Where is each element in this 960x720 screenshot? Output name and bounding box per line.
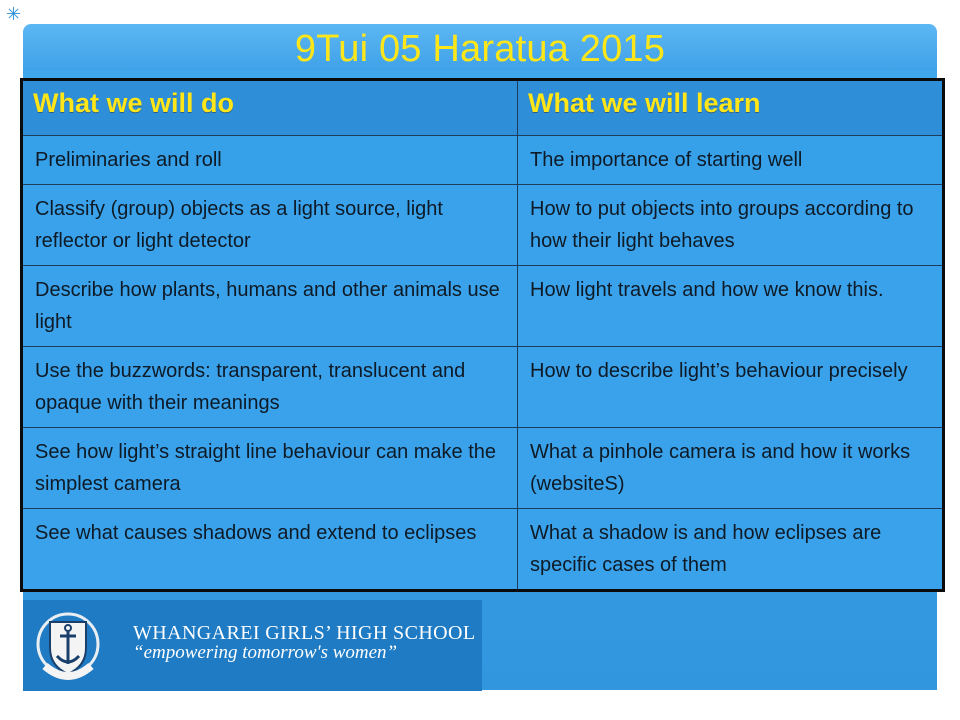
do-cell: See how light’s straight line behaviour can make the simplest camera <box>22 428 518 509</box>
table-row <box>22 347 944 428</box>
lesson-plan-table <box>20 78 945 592</box>
table-row <box>22 266 944 347</box>
school-name: WHANGAREI GIRLS’ HIGH SCHOOL <box>133 622 476 644</box>
learn-cell: How light travels and how we know this. <box>518 266 944 347</box>
learn-cell: What a shadow is and how eclipses are specific cases of them <box>518 509 944 591</box>
header-what-we-will-learn: What we will learn <box>518 80 944 136</box>
learn-cell: What a pinhole camera is and how it works (websiteS) <box>518 428 944 509</box>
learn-cell: How to describe light’s behaviour precisely <box>518 347 944 428</box>
table-row <box>22 185 944 266</box>
do-cell: Describe how plants, humans and other animals use light <box>22 266 518 347</box>
header-what-we-will-do: What we will do <box>22 80 518 136</box>
learn-cell: The importance of starting well <box>518 136 944 185</box>
table-header-row <box>22 80 944 136</box>
do-cell: Use the buzzwords: transparent, translucent and opaque with their meanings <box>22 347 518 428</box>
school-logo-banner <box>23 600 482 691</box>
school-motto: “empowering tomorrow's women” <box>133 642 398 663</box>
learn-cell: How to put objects into groups according to how their light behaves <box>518 185 944 266</box>
slide-bullet-icon: ✳ <box>6 4 22 24</box>
table-row <box>22 509 944 591</box>
slide-title: 9Tui 05 Haratua 2015 <box>294 28 666 70</box>
school-crest-icon <box>35 606 101 686</box>
do-cell: Preliminaries and roll <box>22 136 518 185</box>
table-row <box>22 428 944 509</box>
table-row <box>22 136 944 185</box>
do-cell: See what causes shadows and extend to eclipses <box>22 509 518 591</box>
do-cell: Classify (group) objects as a light source, light reflector or light detector <box>22 185 518 266</box>
